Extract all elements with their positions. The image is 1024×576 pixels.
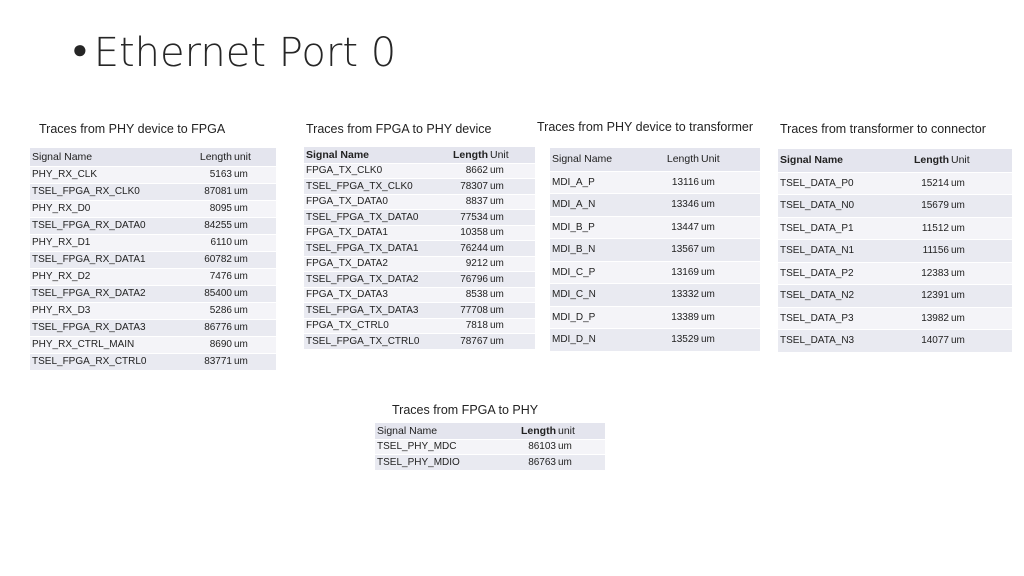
table-row (778, 285, 1012, 308)
unit-value: um (489, 318, 535, 334)
table-header-row (304, 147, 535, 163)
signal-name: TSEL_DATA_N2 (778, 285, 886, 308)
bullet-icon: ● (72, 34, 88, 65)
table-row (304, 241, 535, 257)
unit-value: um (700, 261, 760, 284)
table-row (304, 163, 535, 179)
signal-name: MDI_C_N (550, 284, 660, 307)
signal-name: TSEL_PHY_MDC (375, 439, 517, 455)
header-length: Length (517, 423, 557, 439)
length-value: 13169 (660, 261, 700, 284)
signal-name: FPGA_TX_CLK0 (304, 163, 434, 179)
table-caption: Traces from PHY device to FPGA (39, 122, 226, 136)
unit-value: um (700, 171, 760, 194)
slide-title (72, 30, 396, 76)
length-value: 13116 (660, 171, 700, 194)
table-row (778, 172, 1012, 195)
header-signal-name: Signal Name (375, 423, 517, 439)
signal-name: MDI_B_N (550, 239, 660, 262)
table-row (550, 329, 760, 352)
length-value: 13447 (660, 216, 700, 239)
unit-value: um (489, 303, 535, 319)
length-value: 7818 (434, 318, 489, 334)
signal-name: PHY_RX_CLK (30, 166, 158, 183)
unit-value: um (233, 166, 276, 183)
header-unit: unit (557, 423, 605, 439)
signal-name: TSEL_FPGA_RX_DATA3 (30, 319, 158, 336)
table-row (778, 240, 1012, 263)
table-row (30, 251, 276, 268)
header-signal-name: Signal Name (304, 147, 434, 163)
signal-name: TSEL_DATA_P1 (778, 217, 886, 240)
length-value: 11512 (886, 217, 950, 240)
signal-name: PHY_RX_CTRL_MAIN (30, 336, 158, 353)
unit-value: um (233, 251, 276, 268)
signal-name: TSEL_FPGA_TX_DATA3 (304, 303, 434, 319)
length-value: 13529 (660, 329, 700, 352)
length-value: 8095 (158, 200, 233, 217)
table-row (30, 285, 276, 302)
signal-name: MDI_D_P (550, 306, 660, 329)
unit-value: um (950, 195, 1012, 218)
signal-name: TSEL_PHY_MDIO (375, 455, 517, 471)
unit-value: um (233, 285, 276, 302)
table-row (304, 272, 535, 288)
length-value: 15679 (886, 195, 950, 218)
table-row (304, 225, 535, 241)
table-row (778, 195, 1012, 218)
signal-name: TSEL_FPGA_TX_CLK0 (304, 179, 434, 195)
signal-table (304, 147, 535, 350)
length-value: 12391 (886, 285, 950, 308)
table-row (550, 239, 760, 262)
length-value: 84255 (158, 217, 233, 234)
table-row (30, 302, 276, 319)
signal-name: TSEL_FPGA_TX_CTRL0 (304, 334, 434, 350)
table-header-row (30, 148, 276, 166)
signal-name: TSEL_FPGA_RX_CLK0 (30, 183, 158, 200)
table-row (304, 210, 535, 226)
signal-name: TSEL_FPGA_TX_DATA0 (304, 210, 434, 226)
length-value: 8690 (158, 336, 233, 353)
length-value: 13567 (660, 239, 700, 262)
length-value: 12383 (886, 262, 950, 285)
unit-value: um (950, 262, 1012, 285)
length-value: 13346 (660, 194, 700, 217)
signal-table (550, 148, 760, 352)
length-value: 13389 (660, 306, 700, 329)
length-value: 9212 (434, 256, 489, 272)
signal-name: TSEL_DATA_N3 (778, 330, 886, 353)
table-row (550, 306, 760, 329)
signal-name: TSEL_DATA_P2 (778, 262, 886, 285)
unit-value: um (489, 194, 535, 210)
header-signal-name: Signal Name (550, 148, 660, 171)
table-row (550, 194, 760, 217)
signal-name: MDI_A_N (550, 194, 660, 217)
signal-table (30, 148, 276, 371)
table-row (30, 336, 276, 353)
table-row (304, 256, 535, 272)
table-row (778, 330, 1012, 353)
unit-value: um (700, 194, 760, 217)
unit-value: um (950, 217, 1012, 240)
signal-name: MDI_D_N (550, 329, 660, 352)
signal-name: TSEL_FPGA_RX_DATA2 (30, 285, 158, 302)
header-unit: Unit (700, 148, 760, 171)
slide-title-text: Ethernet Port 0 (93, 30, 397, 76)
header-signal-name: Signal Name (778, 149, 886, 172)
unit-value: um (233, 302, 276, 319)
unit-value: um (233, 183, 276, 200)
length-value: 6110 (158, 234, 233, 251)
table-row (30, 183, 276, 200)
table-row (304, 287, 535, 303)
table-header-row (778, 149, 1012, 172)
unit-value: um (489, 179, 535, 195)
length-value: 8538 (434, 287, 489, 303)
unit-value: um (233, 200, 276, 217)
unit-value: um (557, 439, 605, 455)
table-row (304, 303, 535, 319)
signal-name: MDI_A_P (550, 171, 660, 194)
table-row (375, 439, 605, 455)
unit-value: um (233, 353, 276, 370)
unit-value: um (489, 210, 535, 226)
signal-table (375, 423, 605, 471)
length-value: 10358 (434, 225, 489, 241)
signal-name: MDI_B_P (550, 216, 660, 239)
length-value: 77708 (434, 303, 489, 319)
length-value: 87081 (158, 183, 233, 200)
unit-value: um (233, 336, 276, 353)
length-value: 15214 (886, 172, 950, 195)
signal-name: PHY_RX_D2 (30, 268, 158, 285)
signal-name: TSEL_FPGA_RX_DATA1 (30, 251, 158, 268)
table-header-row (550, 148, 760, 171)
unit-value: um (950, 240, 1012, 263)
signal-name: TSEL_FPGA_RX_CTRL0 (30, 353, 158, 370)
signal-name: PHY_RX_D3 (30, 302, 158, 319)
table-caption: Traces from transformer to connector (780, 122, 986, 136)
table-row (30, 200, 276, 217)
unit-value: um (950, 172, 1012, 195)
signal-name: TSEL_FPGA_TX_DATA1 (304, 241, 434, 257)
table-row (30, 353, 276, 370)
header-length: Length (886, 149, 950, 172)
length-value: 14077 (886, 330, 950, 353)
table-row (30, 217, 276, 234)
header-length: Length (660, 148, 700, 171)
header-length: Length (158, 148, 233, 166)
table-row (778, 307, 1012, 330)
header-unit: Unit (489, 147, 535, 163)
unit-value: um (700, 284, 760, 307)
unit-value: um (950, 330, 1012, 353)
table-row (30, 234, 276, 251)
table-row (30, 268, 276, 285)
length-value: 86103 (517, 439, 557, 455)
signal-name: TSEL_DATA_P3 (778, 307, 886, 330)
table-row (30, 319, 276, 336)
unit-value: um (557, 455, 605, 471)
unit-value: um (950, 285, 1012, 308)
length-value: 78307 (434, 179, 489, 195)
unit-value: um (489, 256, 535, 272)
length-value: 85400 (158, 285, 233, 302)
unit-value: um (950, 307, 1012, 330)
length-value: 11156 (886, 240, 950, 263)
table-row (304, 334, 535, 350)
signal-name: TSEL_DATA_N0 (778, 195, 886, 218)
header-unit: unit (233, 148, 276, 166)
length-value: 86776 (158, 319, 233, 336)
length-value: 76796 (434, 272, 489, 288)
length-value: 60782 (158, 251, 233, 268)
signal-table (778, 149, 1012, 353)
unit-value: um (489, 272, 535, 288)
length-value: 76244 (434, 241, 489, 257)
signal-name: FPGA_TX_CTRL0 (304, 318, 434, 334)
header-signal-name: Signal Name (30, 148, 158, 166)
signal-name: TSEL_FPGA_RX_DATA0 (30, 217, 158, 234)
unit-value: um (489, 225, 535, 241)
length-value: 77534 (434, 210, 489, 226)
signal-name: FPGA_TX_DATA1 (304, 225, 434, 241)
table-row (30, 166, 276, 183)
table-caption: Traces from FPGA to PHY (392, 403, 539, 417)
signal-name: PHY_RX_D1 (30, 234, 158, 251)
length-value: 86763 (517, 455, 557, 471)
table-row (550, 216, 760, 239)
unit-value: um (489, 287, 535, 303)
table-row (375, 455, 605, 471)
length-value: 13332 (660, 284, 700, 307)
unit-value: um (233, 234, 276, 251)
table-row (304, 318, 535, 334)
table-row (304, 179, 535, 195)
unit-value: um (700, 329, 760, 352)
signal-name: MDI_C_P (550, 261, 660, 284)
unit-value: um (489, 241, 535, 257)
table-header-row (375, 423, 605, 439)
unit-value: um (700, 239, 760, 262)
signal-name: TSEL_DATA_P0 (778, 172, 886, 195)
signal-name: FPGA_TX_DATA2 (304, 256, 434, 272)
length-value: 5163 (158, 166, 233, 183)
length-value: 78767 (434, 334, 489, 350)
table-row (304, 194, 535, 210)
length-value: 8837 (434, 194, 489, 210)
unit-value: um (489, 163, 535, 179)
table-row (778, 217, 1012, 240)
unit-value: um (233, 268, 276, 285)
table-row (550, 284, 760, 307)
table-caption: Traces from FPGA to PHY device (306, 122, 492, 136)
table-row (778, 262, 1012, 285)
unit-value: um (700, 306, 760, 329)
table-caption: Traces from PHY device to transformer (537, 120, 754, 134)
header-unit: Unit (950, 149, 1012, 172)
length-value: 13982 (886, 307, 950, 330)
signal-name: FPGA_TX_DATA3 (304, 287, 434, 303)
signal-name: FPGA_TX_DATA0 (304, 194, 434, 210)
length-value: 5286 (158, 302, 233, 319)
unit-value: um (489, 334, 535, 350)
unit-value: um (700, 216, 760, 239)
header-length: Length (434, 147, 489, 163)
signal-name: TSEL_DATA_N1 (778, 240, 886, 263)
length-value: 83771 (158, 353, 233, 370)
length-value: 7476 (158, 268, 233, 285)
signal-name: PHY_RX_D0 (30, 200, 158, 217)
signal-name: TSEL_FPGA_TX_DATA2 (304, 272, 434, 288)
length-value: 8662 (434, 163, 489, 179)
table-row (550, 171, 760, 194)
unit-value: um (233, 217, 276, 234)
table-row (550, 261, 760, 284)
unit-value: um (233, 319, 276, 336)
